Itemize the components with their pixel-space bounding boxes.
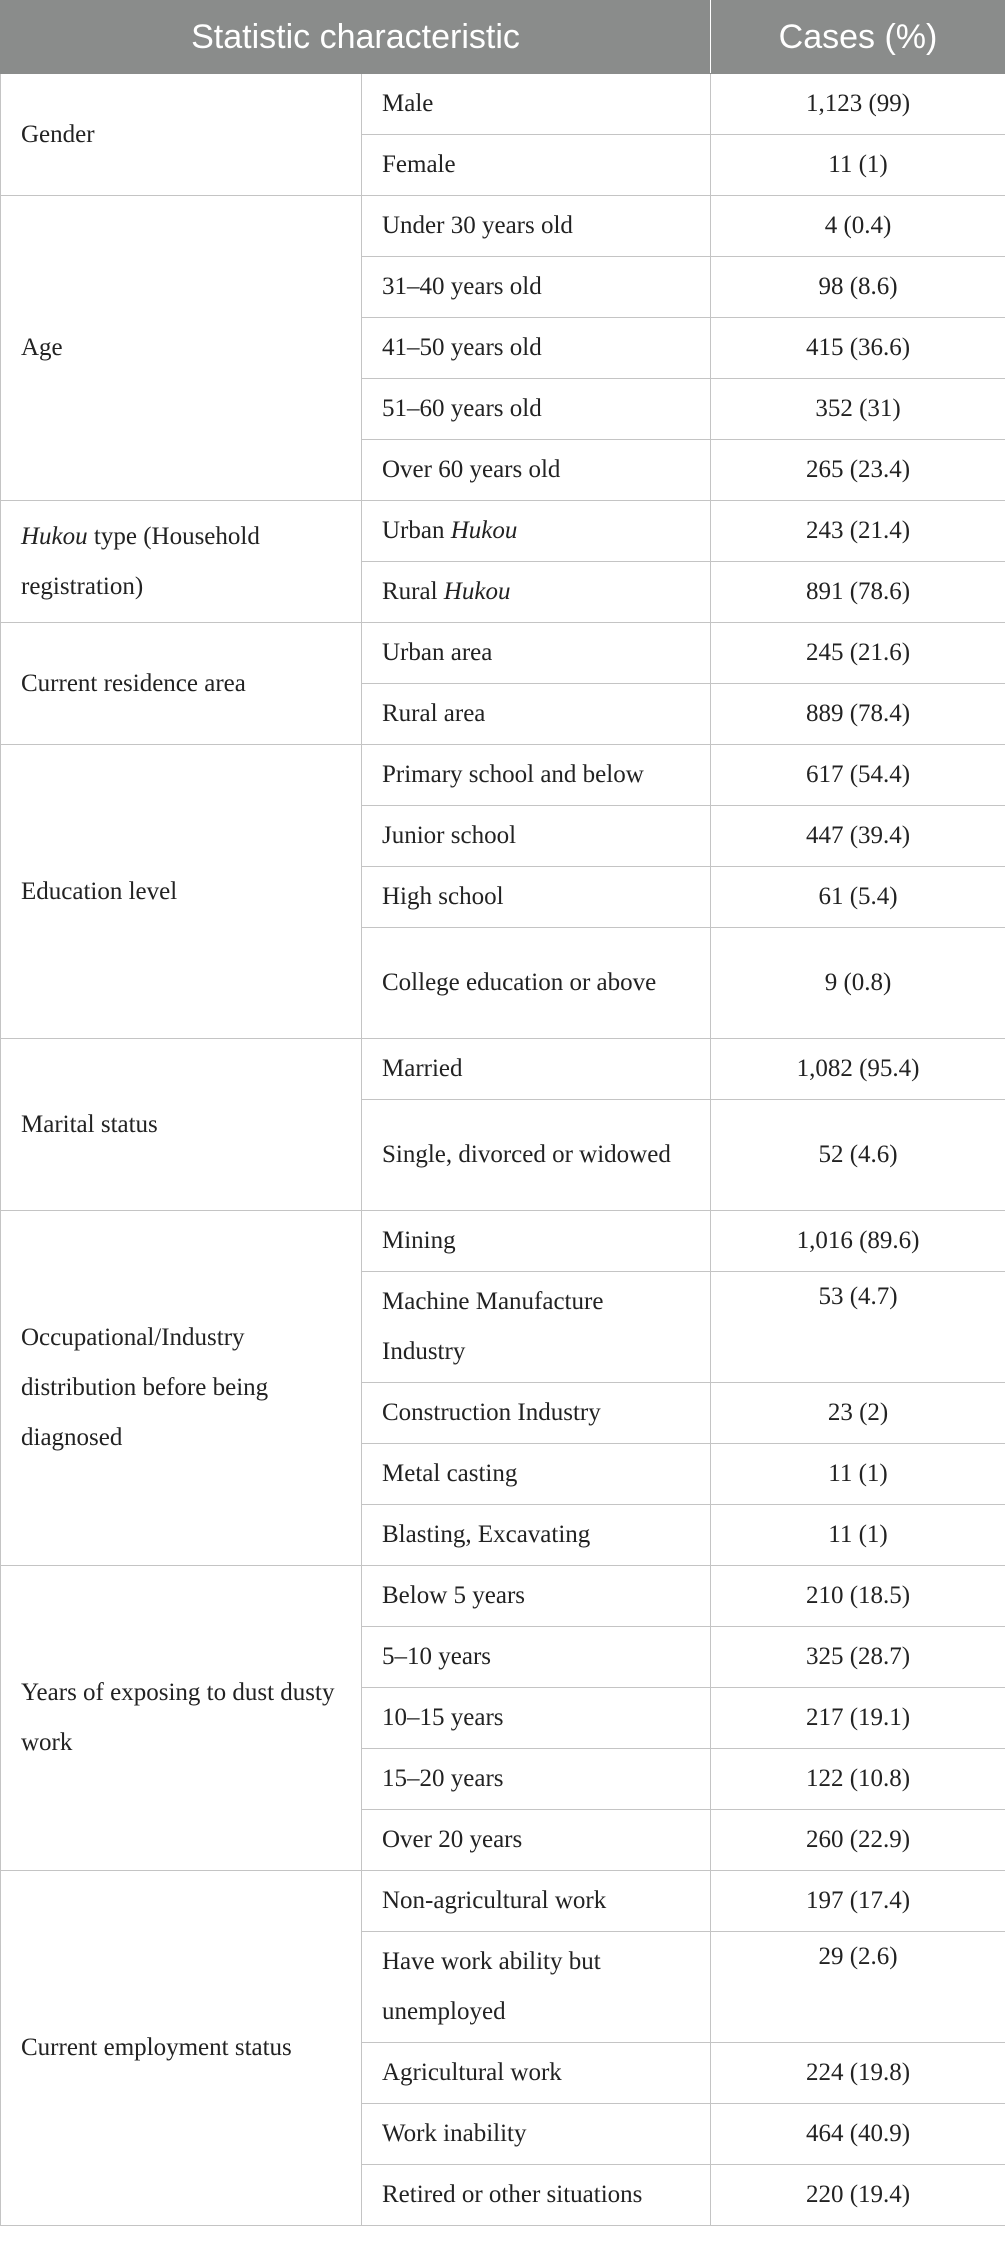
cases-value: 352 (31) (711, 379, 1005, 440)
cases-value: 52 (4.6) (711, 1100, 1005, 1211)
subcategory-label: Below 5 years (382, 1582, 526, 1609)
subcategory-cell (362, 1100, 711, 1211)
subcategory-label: Single, divorced or widowed (382, 1141, 671, 1168)
cases-value: 197 (17.4) (711, 1871, 1005, 1932)
cases-value: 1,082 (95.4) (711, 1039, 1005, 1100)
cases-value: 260 (22.9) (711, 1810, 1005, 1871)
subcategory-label: Machine Manufacture Industry (382, 1288, 610, 1365)
subcategory-cell (362, 1211, 711, 1272)
table-body (1, 74, 1005, 2226)
cases-value: 325 (28.7) (711, 1627, 1005, 1688)
category-cell (1, 196, 362, 501)
category-cell (1, 501, 362, 623)
category-cell (1, 1871, 362, 2226)
table-row (1, 501, 1005, 562)
table-row (1, 1871, 1005, 1932)
cases-value: 1,016 (89.6) (711, 1211, 1005, 1272)
cases-value: 122 (10.8) (711, 1749, 1005, 1810)
subcategory-cell (362, 867, 711, 928)
subcategory-label: 41–50 years old (382, 334, 542, 361)
subcategory-cell (362, 501, 711, 562)
subcategory-label: Junior school (382, 822, 517, 849)
category-cell (1, 74, 362, 196)
subcategory-label: Female (382, 151, 456, 178)
category-label: Current residence area (21, 669, 246, 697)
subcategory-label: 10–15 years (382, 1704, 504, 1731)
cases-value: 23 (2) (711, 1383, 1005, 1444)
subcategory-cell (362, 318, 711, 379)
table-row (1, 623, 1005, 684)
cases-value: 464 (40.9) (711, 2104, 1005, 2165)
table-row (1, 74, 1005, 135)
table-row (1, 745, 1005, 806)
cases-value: 11 (1) (711, 135, 1005, 196)
subcategory-label: Rural area (382, 700, 486, 727)
cases-value: 98 (8.6) (711, 257, 1005, 318)
subcategory-cell (362, 257, 711, 318)
category-label: Education level (21, 877, 178, 905)
category-label: Occupational/Industry distribution before being diagnosed (21, 1324, 269, 1451)
subcategory-label: Urban area (382, 639, 493, 666)
subcategory-cell (362, 745, 711, 806)
subcategory-label: Retired or other situations (382, 2181, 643, 2208)
subcategory-label: Over 20 years (382, 1826, 523, 1853)
category-cell (1, 1566, 362, 1871)
subcategory-cell (362, 928, 711, 1039)
category-label: Years of exposing to dust dusty work (21, 1679, 335, 1756)
subcategory-label: Male (382, 90, 434, 117)
cases-value: 243 (21.4) (711, 501, 1005, 562)
cases-value: 220 (19.4) (711, 2165, 1005, 2226)
table-header (1, 1, 1005, 74)
category-label: Marital status (21, 1110, 158, 1138)
cases-value: 1,123 (99) (711, 74, 1005, 135)
subcategory-label: 51–60 years old (382, 395, 542, 422)
subcategory-cell (362, 74, 711, 135)
table-row (1, 1039, 1005, 1100)
subcategory-cell (362, 379, 711, 440)
subcategory-cell (362, 1688, 711, 1749)
category-label-italic: Hukou (21, 522, 88, 550)
category-cell (1, 745, 362, 1039)
subcategory-cell (362, 2104, 711, 2165)
subcategory-label: Mining (382, 1227, 456, 1254)
subcategory-cell (362, 684, 711, 745)
subcategory-cell (362, 1272, 711, 1383)
category-label: type (Household registration) (21, 522, 260, 600)
cases-value: 210 (18.5) (711, 1566, 1005, 1627)
category-cell (1, 1039, 362, 1211)
subcategory-cell (362, 1871, 711, 1932)
subcategory-cell (362, 562, 711, 623)
cases-value: 29 (2.6) (711, 1932, 1005, 2043)
subcategory-label: College education or above (382, 969, 657, 996)
subcategory-label: High school (382, 883, 504, 910)
subcategory-label: Primary school and below (382, 761, 644, 788)
cases-value: 4 (0.4) (711, 196, 1005, 257)
header-characteristic: Statistic characteristic (1, 1, 711, 74)
cases-value: 889 (78.4) (711, 684, 1005, 745)
subcategory-cell (362, 1627, 711, 1688)
table-row (1, 196, 1005, 257)
subcategory-cell (362, 1505, 711, 1566)
category-cell (1, 623, 362, 745)
table-row (1, 1566, 1005, 1627)
category-label: Current employment status (21, 2034, 292, 2061)
subcategory-label: Blasting, Excavating (382, 1521, 591, 1548)
cases-value: 217 (19.1) (711, 1688, 1005, 1749)
subcategory-label: Work inability (382, 2120, 527, 2147)
subcategory-cell (362, 440, 711, 501)
subcategory-cell (362, 1383, 711, 1444)
subcategory-label: Agricultural work (382, 2059, 562, 2086)
subcategory-cell (362, 1444, 711, 1505)
subcategory-cell (362, 2165, 711, 2226)
category-cell (1, 1211, 362, 1566)
cases-value: 11 (1) (711, 1505, 1005, 1566)
subcategory-label: 31–40 years old (382, 273, 542, 300)
cases-value: 447 (39.4) (711, 806, 1005, 867)
subcategory-cell (362, 1932, 711, 2043)
subcategory-cell (362, 196, 711, 257)
subcategory-label: Have work ability but unemployed (382, 1948, 607, 2025)
subcategory-cell (362, 2043, 711, 2104)
subcategory-cell (362, 1749, 711, 1810)
cases-value: 61 (5.4) (711, 867, 1005, 928)
subcategory-cell (362, 1039, 711, 1100)
cases-value: 617 (54.4) (711, 745, 1005, 806)
subcategory-label-italic: Hukou (450, 517, 518, 544)
subcategory-label: Married (382, 1055, 463, 1082)
cases-value: 415 (36.6) (711, 318, 1005, 379)
subcategory-cell (362, 135, 711, 196)
cases-value: 265 (23.4) (711, 440, 1005, 501)
subcategory-label-italic: Hukou (443, 578, 511, 605)
category-label: Age (21, 334, 63, 361)
table-row (1, 1211, 1005, 1272)
subcategory-cell (362, 1810, 711, 1871)
cases-value: 9 (0.8) (711, 928, 1005, 1039)
subcategory-label: Urban (382, 517, 451, 544)
subcategory-label: Over 60 years old (382, 456, 561, 483)
cases-value: 11 (1) (711, 1444, 1005, 1505)
cases-value: 245 (21.6) (711, 623, 1005, 684)
subcategory-label: Metal casting (382, 1460, 518, 1487)
cases-value: 224 (19.8) (711, 2043, 1005, 2104)
subcategory-label: Rural (382, 578, 444, 605)
subcategory-label: Construction Industry (382, 1399, 601, 1426)
subcategory-label: 15–20 years (382, 1765, 504, 1792)
category-label: Gender (21, 120, 95, 148)
cases-value: 891 (78.6) (711, 562, 1005, 623)
subcategory-label: 5–10 years (382, 1643, 491, 1670)
subcategory-cell (362, 806, 711, 867)
subcategory-cell (362, 623, 711, 684)
subcategory-label: Non-agricultural work (382, 1887, 607, 1914)
cases-value: 53 (4.7) (711, 1272, 1005, 1383)
header-cases: Cases (%) (711, 1, 1005, 74)
subcategory-label: Under 30 years old (382, 212, 573, 239)
subcategory-cell (362, 1566, 711, 1627)
